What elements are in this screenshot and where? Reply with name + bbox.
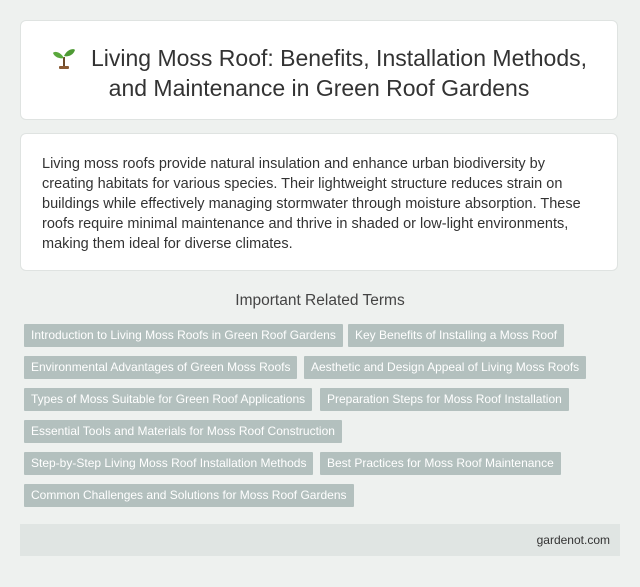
intro-card bbox=[20, 133, 618, 271]
related-terms-heading: Important Related Terms bbox=[235, 292, 405, 309]
term-tag[interactable]: Step-by-Step Living Moss Roof Installation Methods bbox=[24, 452, 313, 475]
term-tag[interactable]: Key Benefits of Installing a Moss Roof bbox=[348, 324, 564, 347]
term-tag[interactable]: Preparation Steps for Moss Roof Installation bbox=[320, 388, 569, 411]
term-tag[interactable]: Aesthetic and Design Appeal of Living Moss Roofs bbox=[304, 356, 586, 379]
term-tag[interactable]: Introduction to Living Moss Roofs in Green Roof Gardens bbox=[24, 324, 343, 347]
footer bbox=[20, 524, 620, 556]
term-tag[interactable]: Environmental Advantages of Green Moss Roofs bbox=[24, 356, 297, 379]
page-title-text: Living Moss Roof: Benefits, Installation Methods, and Maintenance in Green Roof Gardens bbox=[90, 45, 588, 101]
page-title bbox=[21, 43, 617, 103]
intro-paragraph: Living moss roofs provide natural insulation and enhance urban biodiversity by creating habitats for various species. Their lightweight structure reduces strain on buildings while effectively managing stormwater through moisture absorption. These roofs require minimal maintenance and thrive in shaded or low-light environments, making them ideal for diverse climates. bbox=[42, 156, 581, 252]
term-tag[interactable]: Essential Tools and Materials for Moss Roof Construction bbox=[24, 420, 342, 443]
term-tag[interactable]: Types of Moss Suitable for Green Roof Applications bbox=[24, 388, 312, 411]
title-card bbox=[20, 20, 618, 120]
sprout-icon bbox=[51, 47, 77, 69]
term-tag[interactable]: Common Challenges and Solutions for Moss Roof Gardens bbox=[24, 484, 354, 507]
term-tag[interactable]: Best Practices for Moss Roof Maintenance bbox=[320, 452, 561, 475]
footer-site-link[interactable]: gardenot.com bbox=[536, 533, 610, 547]
